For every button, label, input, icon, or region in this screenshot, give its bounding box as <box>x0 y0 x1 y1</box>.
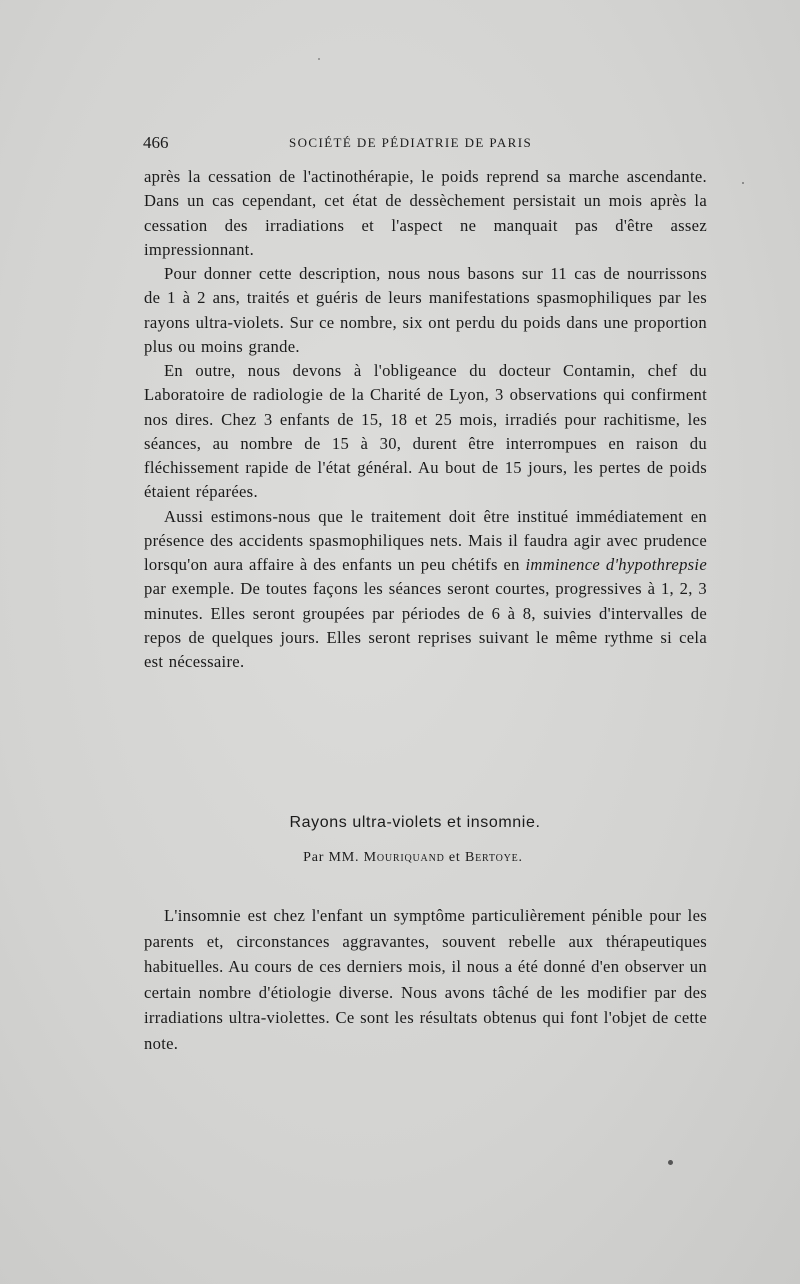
ink-speck <box>742 182 744 184</box>
authors-joiner: et <box>448 850 461 865</box>
paragraph-conclusion-start: Aussi estimons-nous que le traitement doit être institué immédiatement en présence des accidents spasmophiliques nets. Mais il faudra agir avec prudence lorsqu'on aura affaire à des enfants un peu chétifs en <box>144 506 707 574</box>
paragraph-conclusion-end: par exemple. De toutes façons les séances seront courtes, progressives à 1, 2, 3 minutes. Elles seront groupées par périodes de 6 à 8, suivies d'intervalles de repos de quelques jours. Elles seront reprises suivant le même rythme si cela est nécessaire. <box>144 579 707 671</box>
text-block-top <box>144 165 707 674</box>
authors-line <box>0 850 800 866</box>
authors-prefix: Par MM. <box>303 850 360 865</box>
ink-speck <box>318 58 320 60</box>
page-header <box>143 133 703 157</box>
running-head: SOCIÉTÉ DE PÉDIATRIE DE PARIS <box>289 135 533 150</box>
text-block-bottom <box>144 903 707 1056</box>
italic-term: imminence d'hypothrepsie <box>525 555 707 574</box>
paragraph-insomnia: L'insomnie est chez l'enfant un symptôme particulièrement pénible pour les parents et, circonstances aggravantes, souvent rebelle aux thérapeutiques habituelles. Au cours de ces derniers mois, il nous a été donné d'en observer un certain nombre d'étiologie diverse. Nous avons tâché de les modifier par des irradiations ultra-violettes. Ce sont les résultats obtenus qui font l'objet de cette note. <box>144 906 707 1053</box>
page-number: 466 <box>143 133 169 152</box>
ink-speck <box>668 1160 673 1165</box>
author-name: Mouriquand <box>363 850 445 865</box>
paragraph-conclusion <box>144 505 707 675</box>
section-title: Rayons ultra-violets et insomnie. <box>289 814 541 831</box>
paragraph-observations: En outre, nous devons à l'obligeance du docteur Contamin, chef du Laboratoire de radiologie de la Charité de Lyon, 3 observations qui confirment nos dires. Chez 3 enfants de 15, 18 et 25 mois, irradiés pour rachitisme, les séances, au nombre de 15 à 30, durent être interrompues en raison du fléchissement rapide de l'état général. Au bout de 15 jours, les pertes de poids étaient réparées. <box>144 361 707 502</box>
author-name: Bertoye. <box>464 850 523 865</box>
paragraph-description: Pour donner cette description, nous nous basons sur 11 cas de nourrissons de 1 à 2 ans, traités et guéris de leurs manifestations spasmophiliques par les rayons ultra-violets. Sur ce nombre, six ont perdu du poids dans une proportion plus ou moins grande. <box>144 264 707 356</box>
paragraph-continuation: après la cessation de l'actinothérapie, le poids reprend sa marche ascendante. Dans un cas cependant, cet état de dessèchement persistait un mois après la cessation des irradiations et l'aspect ne manquait pas d'être assez impressionnant. <box>144 167 707 259</box>
